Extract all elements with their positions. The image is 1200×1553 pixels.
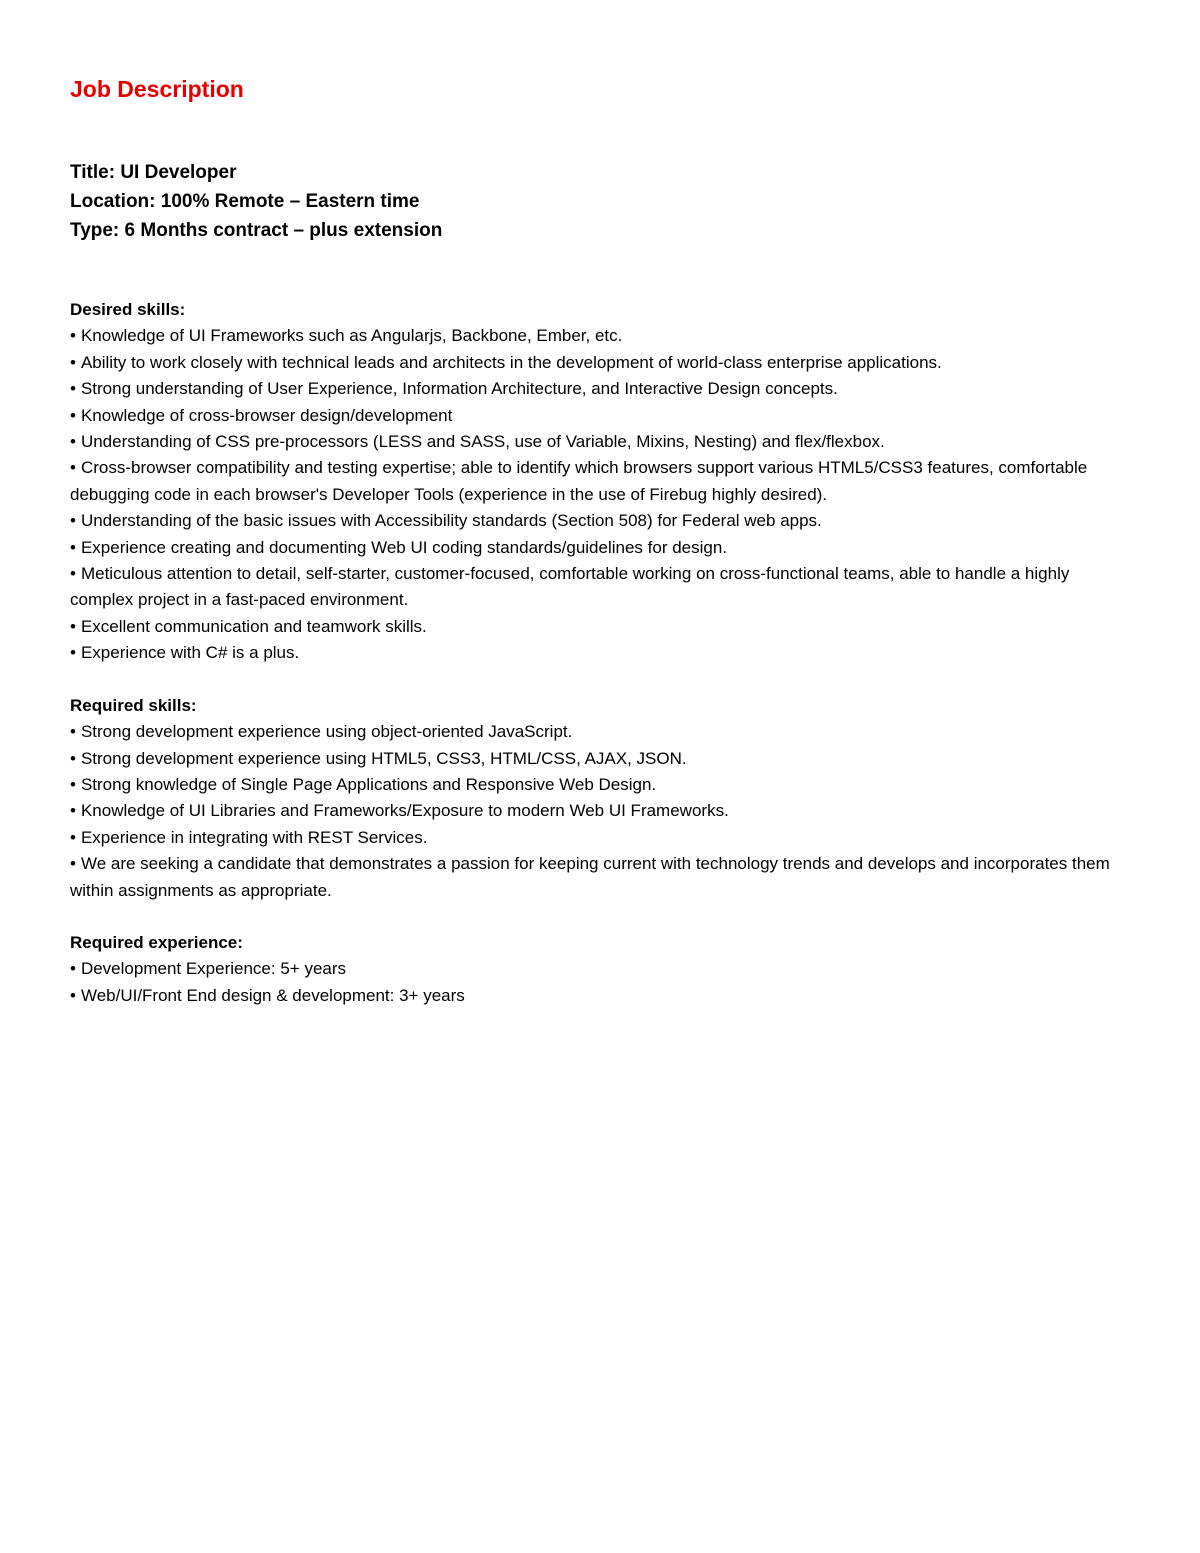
list-item-text: Cross-browser compatibility and testing expertise; able to identify which browsers support various HTML5/CSS3 features, comfortable debugging code in each browser's Developer Tools (experience in the use of Firebug highly desired).: [70, 458, 1088, 504]
bullet-icon: •: [70, 722, 76, 742]
list-item: [70, 956, 1130, 982]
bullet-icon: •: [70, 827, 76, 847]
list-item-text: Understanding of the basic issues with Accessibility standards (Section 508) for Federal web apps.: [80, 511, 822, 531]
bullet-icon: •: [70, 985, 76, 1005]
bullet-icon: •: [70, 564, 76, 584]
list-item-text: Development Experience: 5+ years: [80, 959, 347, 979]
list-item-text: Web/UI/Front End design & development: 3+ years: [80, 985, 465, 1005]
document-page: [70, 72, 1130, 1009]
required-skills-list: [70, 719, 1130, 904]
list-item: [70, 983, 1130, 1009]
required-skills-title: Required skills:: [70, 695, 197, 715]
list-item: [70, 614, 1130, 640]
job-meta: [70, 158, 1130, 245]
bullet-icon: •: [70, 959, 76, 979]
job-title: Title: UI Developer: [70, 162, 237, 183]
bullet-icon: •: [70, 854, 76, 874]
job-type: Type: 6 Months contract – plus extension: [70, 220, 443, 241]
list-item-text: Experience with C# is a plus.: [80, 643, 300, 663]
bullet-icon: •: [70, 432, 76, 452]
required-experience-list: [70, 956, 1130, 1009]
desired-skills-list: [70, 323, 1130, 666]
list-item: [70, 535, 1130, 561]
page-heading: Job Description: [70, 76, 244, 102]
bullet-icon: •: [70, 379, 76, 399]
list-item: [70, 376, 1130, 402]
bullet-icon: •: [70, 643, 76, 663]
bullet-icon: •: [70, 537, 76, 557]
bullet-icon: •: [70, 748, 76, 768]
list-item-text: Knowledge of UI Frameworks such as Angularjs, Backbone, Ember, etc.: [80, 326, 623, 346]
list-item-text: Strong knowledge of Single Page Applications and Responsive Web Design.: [80, 774, 657, 794]
list-item-text: Strong development experience using HTML5, CSS3, HTML/CSS, AJAX, JSON.: [80, 748, 687, 768]
list-item-text: We are seeking a candidate that demonstrates a passion for keeping current with technology trends and develops and incorporates them within assignments as appropriate.: [70, 854, 1110, 900]
bullet-icon: •: [70, 511, 76, 531]
required-skills-section: [70, 693, 1130, 904]
bullet-icon: •: [70, 616, 76, 636]
list-item: [70, 798, 1130, 824]
list-item: [70, 350, 1130, 376]
bullet-icon: •: [70, 326, 76, 346]
list-item: [70, 561, 1130, 614]
list-item: [70, 746, 1130, 772]
list-item: [70, 825, 1130, 851]
list-item: [70, 323, 1130, 349]
bullet-icon: •: [70, 458, 76, 478]
list-item: [70, 403, 1130, 429]
list-item-text: Strong understanding of User Experience, Information Architecture, and Interactive Design concepts.: [80, 379, 838, 399]
desired-skills-title: Desired skills:: [70, 300, 186, 319]
job-location: Location: 100% Remote – Eastern time: [70, 191, 420, 212]
list-item-text: Strong development experience using object-oriented JavaScript.: [80, 722, 573, 742]
bullet-icon: •: [70, 801, 76, 821]
list-item: [70, 508, 1130, 534]
list-item-text: Knowledge of cross-browser design/development: [80, 405, 453, 425]
list-item: [70, 851, 1130, 904]
list-item-text: Understanding of CSS pre-processors (LESS and SASS, use of Variable, Mixins, Nesting) and flex/flexbox.: [80, 432, 885, 452]
bullet-icon: •: [70, 774, 76, 794]
list-item: [70, 455, 1130, 508]
list-item-text: Knowledge of UI Libraries and Frameworks/Exposure to modern Web UI Frameworks.: [80, 801, 729, 821]
list-item: [70, 772, 1130, 798]
list-item-text: Excellent communication and teamwork skills.: [80, 616, 427, 636]
list-item: [70, 640, 1130, 666]
list-item: [70, 719, 1130, 745]
list-item-text: Meticulous attention to detail, self-starter, customer-focused, comfortable working on cross-functional teams, able to handle a highly complex project in a fast-paced environment.: [70, 564, 1070, 610]
bullet-icon: •: [70, 405, 76, 425]
desired-skills-section: [70, 297, 1130, 667]
list-item: [70, 429, 1130, 455]
required-experience-title: Required experience:: [70, 932, 243, 952]
required-experience-section: [70, 930, 1130, 1009]
bullet-icon: •: [70, 352, 76, 372]
list-item-text: Experience in integrating with REST Services.: [80, 827, 428, 847]
list-item-text: Ability to work closely with technical leads and architects in the development of world-class enterprise applications.: [80, 352, 942, 372]
list-item-text: Experience creating and documenting Web UI coding standards/guidelines for design.: [80, 537, 728, 557]
